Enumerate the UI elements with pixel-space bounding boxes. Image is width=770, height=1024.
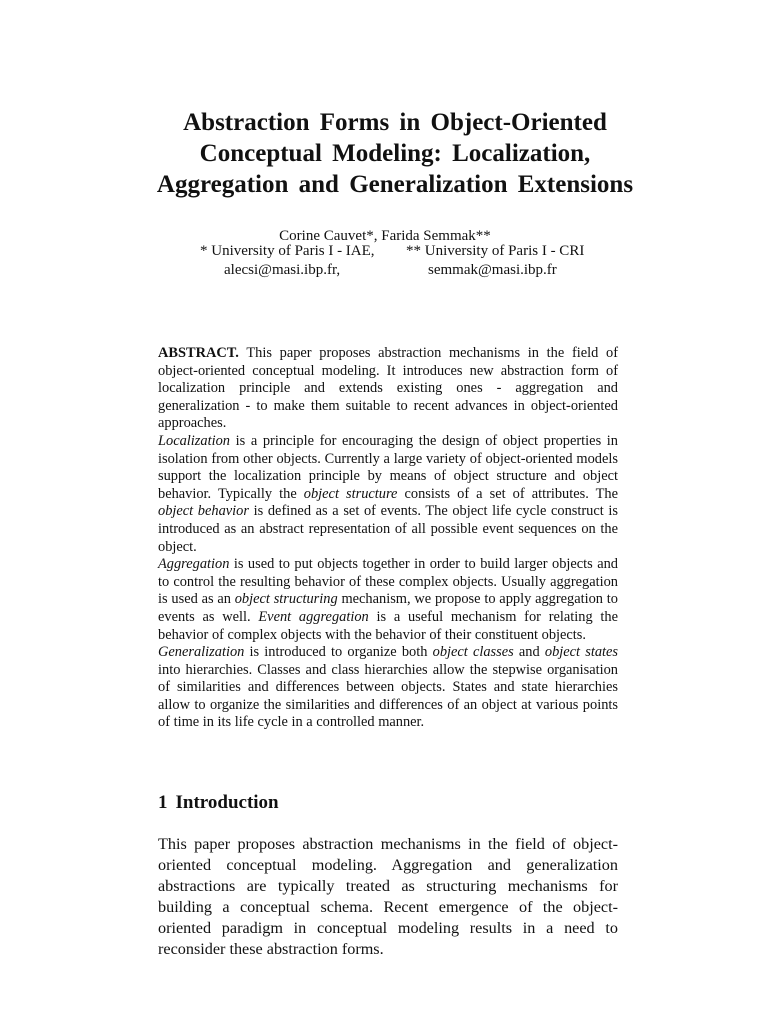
affiliation-name: ** University of Paris I - CRI	[406, 243, 585, 259]
introduction-body	[158, 834, 618, 960]
term-localization: Localization	[158, 432, 230, 449]
term-aggregation: Aggregation	[158, 556, 230, 573]
section-heading	[158, 791, 279, 815]
abstract-text: This paper proposes abstraction mechanisms in the field of object-oriented conceptual modeling. It introduces new abstraction form of localization principle and extends existing ones - aggregation and generalization - to make them suitable to recent advances in object-oriented approaches.	[158, 345, 618, 432]
italic-phrase: object structuring	[234, 591, 338, 608]
abstract-text: is defined as a set of events. The object life cycle construct is introduced as an abstract representation of all possible event sequences on the object.	[158, 503, 618, 555]
italic-phrase: object behavior	[158, 503, 249, 520]
italic-phrase: object classes	[432, 644, 514, 661]
italic-phrase: object states	[544, 644, 618, 661]
affiliation-name: * University of Paris I - IAE,	[200, 243, 375, 259]
title-line: Aggregation and Generalization Extensions	[156, 171, 634, 198]
abstract-text: mechanism, we propose to apply aggregation to events as well.	[158, 591, 618, 625]
affiliation-2	[406, 242, 584, 280]
abstract-text: is introduced to organize both	[244, 644, 433, 661]
term-generalization: Generalization	[158, 644, 245, 661]
abstract	[158, 345, 618, 732]
section-title: Introduction	[175, 792, 279, 813]
affiliation-1	[200, 242, 375, 280]
title-line: Conceptual Modeling: Localization,	[199, 140, 591, 167]
abstract-text: is a principle for encouraging the design of object properties in isolation from other objects. Currently a large variety of object-oriented models support the localization principle by means of object structure and object behavior. Typically the	[158, 432, 618, 502]
author-list: Corine Cauvet*, Farida Semmak**	[279, 228, 491, 244]
abstract-paragraph-generalization	[158, 644, 618, 732]
paper-title	[100, 107, 690, 200]
section-number: 1	[158, 792, 168, 813]
title-line: Abstraction Forms in Object-Oriented	[183, 109, 607, 136]
abstract-text: is used to put objects together in order to build larger objects and to control the resulting behavior of these complex objects. Usually aggregation is used as an	[158, 556, 618, 608]
abstract-paragraph-localization	[158, 433, 618, 556]
affiliation-email: alecsi@masi.ibp.fr,	[224, 262, 341, 278]
abstract-text: into hierarchies. Classes and class hierarchies allow the stepwise organisation of similarities and differences between objects. States and state hierarchies allow to organize the similarities and differences of an object at various points of time in its life cycle in a controlled manner.	[158, 661, 618, 731]
affiliation-email: semmak@masi.ibp.fr	[428, 262, 557, 278]
abstract-text: is a useful mechanism for relating the behavior of complex objects with the behavior of their constituent objects.	[158, 608, 618, 643]
abstract-text: consists of a set of attributes. The	[397, 485, 619, 502]
italic-phrase: Event aggregation	[258, 608, 369, 625]
abstract-text: and	[513, 644, 545, 661]
abstract-paragraph-aggregation	[158, 556, 618, 644]
intro-paragraph: This paper proposes abstraction mechanisms in the field of object-oriented conceptual modeling. Aggregation and generalization abstractions are typically treated as structuring mechanisms for building a conceptual schema. Recent emergence of the object-oriented paradigm in conceptual modeling results in a need to reconsider these abstraction forms.	[158, 835, 618, 958]
abstract-paragraph	[158, 345, 618, 433]
abstract-label: ABSTRACT.	[158, 345, 239, 361]
italic-phrase: object structure	[303, 485, 398, 502]
